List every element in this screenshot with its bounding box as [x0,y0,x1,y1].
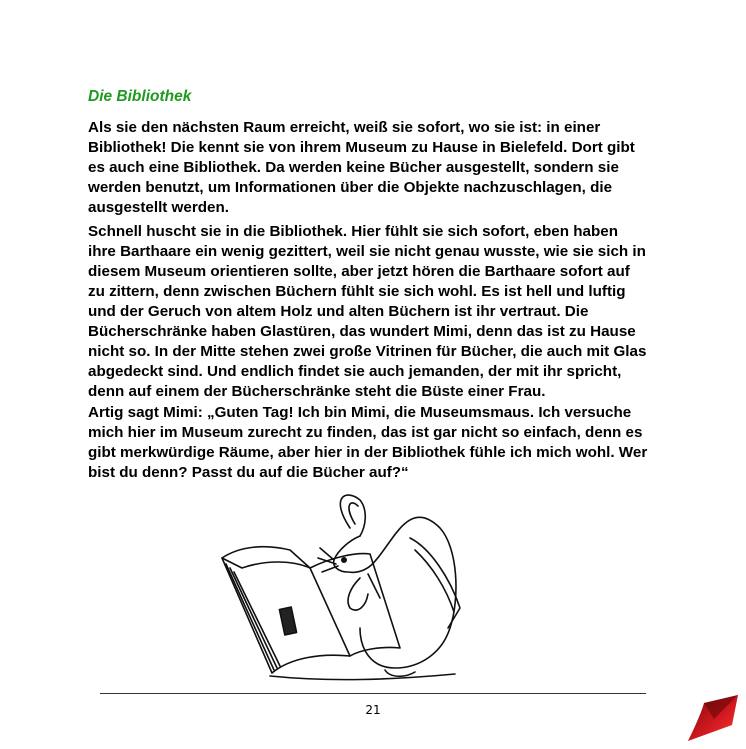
paragraph-1: Als sie den nächsten Raum erreicht, weiß sie sofort, wo sie ist: in einer Bibliothek! Die kennt sie von ihrem Museum zu Hause in Bielefeld. Dort gibt es auch eine Bibliothek. Da werden keine Bücher ausgestellt, sondern sie werden benutzt, um Informationen über die Objekte nachzuschlagen, die ausgestellt werden. [88,119,635,216]
paragraph-2: Schnell huscht sie in die Bibliothek. Hier fühlt sie sich sofort, eben haben ihre Barthaare ein wenig gezittert, weil sie nicht genau wusste, wie sie sich in diesem Museum orientieren sollte, aber jetzt hören die Barthaare sofort auf zu zittern, denn zwischen Büchern fühlt sie sich wohl. Es ist hell und luftig und der Geruch von altem Holz und alten Büchern ist ihr vertraut. Die Bücherschränke haben Glastüren, das wundert Mimi, denn das ist zu Hause nicht so. In der Mitte stehen zwei große Vitrinen für Bücher, die auch mit Glas abgedeckt sind. Und endlich findet sie auch jemanden, der mit ihr spricht, denn auf einem der Bücherschränke steht die Büste einer Frau. [88,223,647,400]
section-heading: Die Bibliothek [88,88,192,105]
footer-divider [100,693,646,694]
page-turn-arrow-icon[interactable] [684,689,740,745]
mouse-reading-book-illustration [210,488,480,683]
paragraph-3: Artig sagt Mimi: „Guten Tag! Ich bin Mimi, die Museumsmaus. Ich versuche mich hier im Museum zurecht zu finden, das ist gar nicht so einfach, denn es gibt merkwürdige Räume, aber hier in der Bibliothek fühle ich mich wohl. Wer bist du denn? Passt du auf die Bücher auf?“ [88,404,648,481]
page-number: 21 [365,703,381,717]
